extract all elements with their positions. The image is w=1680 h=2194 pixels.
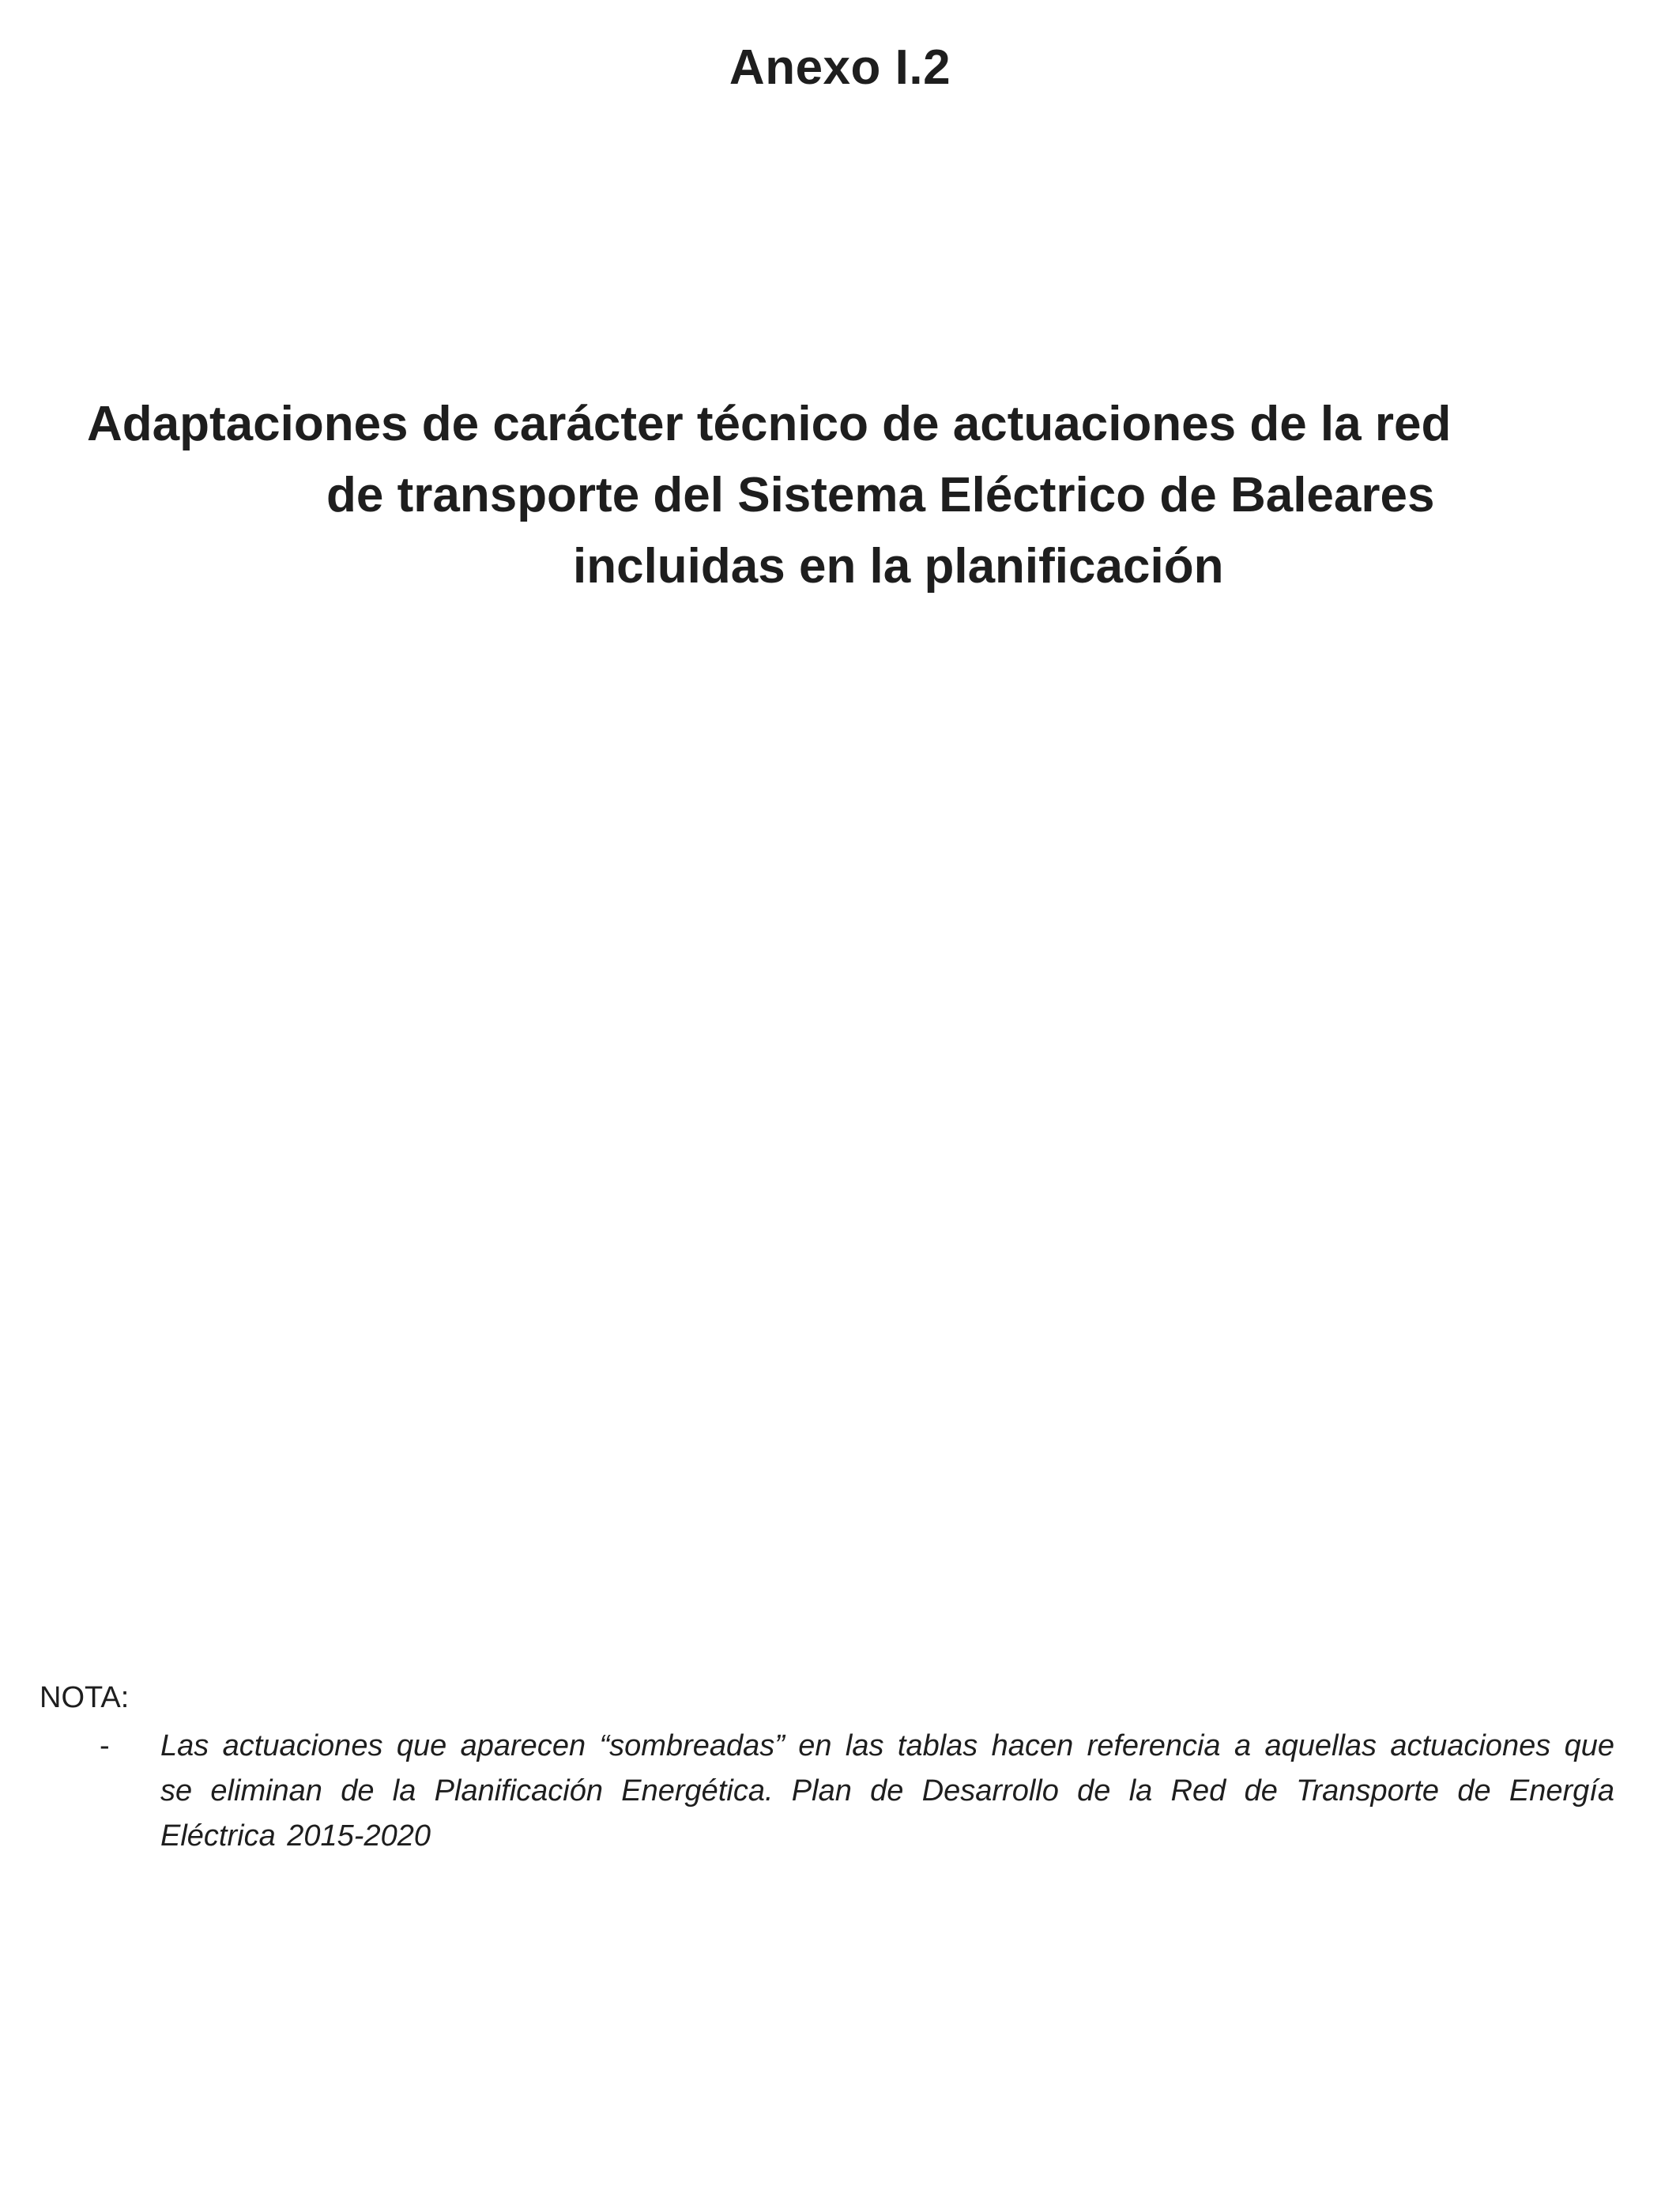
note-label: NOTA:: [40, 1681, 130, 1714]
document-title-line-3: incluidas en la planificación: [573, 539, 1224, 594]
document-title-line-1: Adaptaciones de carácter técnico de actuaciones de la red: [87, 397, 1452, 451]
annex-title: Anexo I.2: [729, 40, 951, 95]
note-section: [40, 1679, 1614, 1859]
document-title-line-2: de transporte del Sistema Eléctrico de Baleares: [326, 468, 1435, 522]
note-text: Las actuaciones que aparecen “sombreadas” en las tablas hacen referencia a aquellas actuaciones que se eliminan de la Planificación Energética. Plan de Desarrollo de la Red de Transporte de Energía Eléctrica 2015-2020: [160, 1729, 1614, 1853]
note-list-item: [40, 1724, 1614, 1859]
note-bullet: -: [100, 1729, 110, 1762]
